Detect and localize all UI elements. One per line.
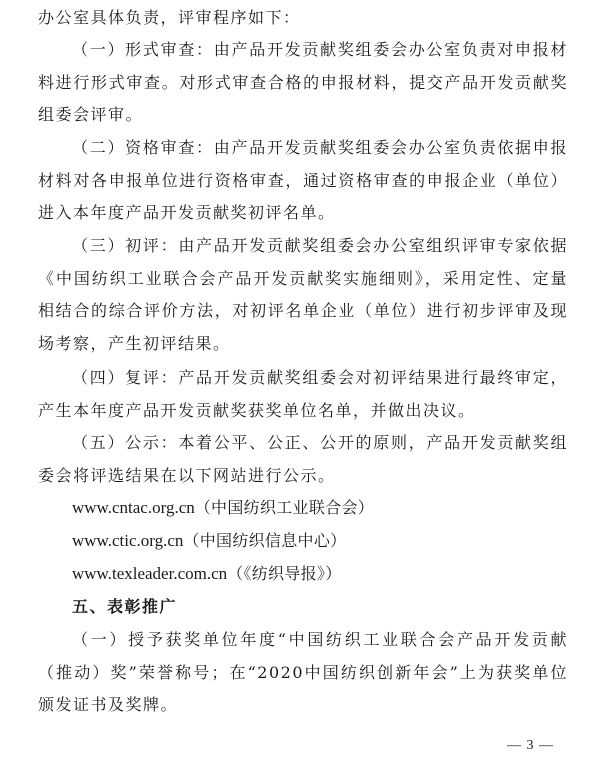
website-line-cntac (72, 492, 374, 525)
website-name-ctic: （中国纺织信息中心） (183, 531, 347, 550)
website-url-ctic[interactable]: www.ctic.org.cn (72, 531, 184, 550)
website-line-ctic (72, 525, 346, 558)
procedure-formal-review: （一）形式审查：由产品开发贡献奖组委会办公室负责对申报材料进行形式审查。对形式审查合格的申报材料，提交产品开发贡献奖组委会评审。 (38, 40, 568, 124)
page-number: — 3 — (507, 738, 554, 753)
award-paragraph: （一）授予获奖单位年度“中国纺织工业联合会产品开发贡献（推动）奖”荣誉称号；在“2020中国纺织创新年会”上为获奖单位颁发证书及奖牌。 (38, 630, 568, 714)
procedure-qualification-review: （二）资格审查：由产品开发贡献奖组委会办公室负责依据申报材料对各申报单位进行资格审查，通过资格审查的申报企业（单位）进入本年度产品开发贡献奖初评名单。 (38, 138, 568, 222)
website-url-texleader[interactable]: www.texleader.com.cn (72, 564, 228, 583)
website-url-cntac[interactable]: www.cntac.org.cn (72, 498, 195, 517)
procedure-public-notice: （五）公示：本着公平、公正、公开的原则，产品开发贡献奖组委会将评选结果在以下网站进行公示。 (38, 433, 568, 485)
website-line-texleader (72, 558, 342, 591)
intro-line: 办公室具体负责，评审程序如下： (38, 8, 301, 27)
website-name-texleader: （《纺织导报》） (227, 564, 342, 583)
section-heading: 五、表彰推广 (72, 597, 178, 616)
procedure-final-review: （四）复评：产品开发贡献奖组委会对初评结果进行最终审定，产生本年度产品开发贡献奖获奖单位名单，并做出决议。 (38, 368, 568, 420)
website-name-cntac: （中国纺织工业联合会） (194, 498, 375, 517)
procedure-preliminary-review: （三）初评：由产品开发贡献奖组委会办公室组织评审专家依据《中国纺织工业联合会产品开发贡献奖实施细则》，采用定性、定量相结合的综合评价方法，对初评名单企业（单位）进行初步评审及现场考察，产生初评结果。 (38, 236, 568, 353)
